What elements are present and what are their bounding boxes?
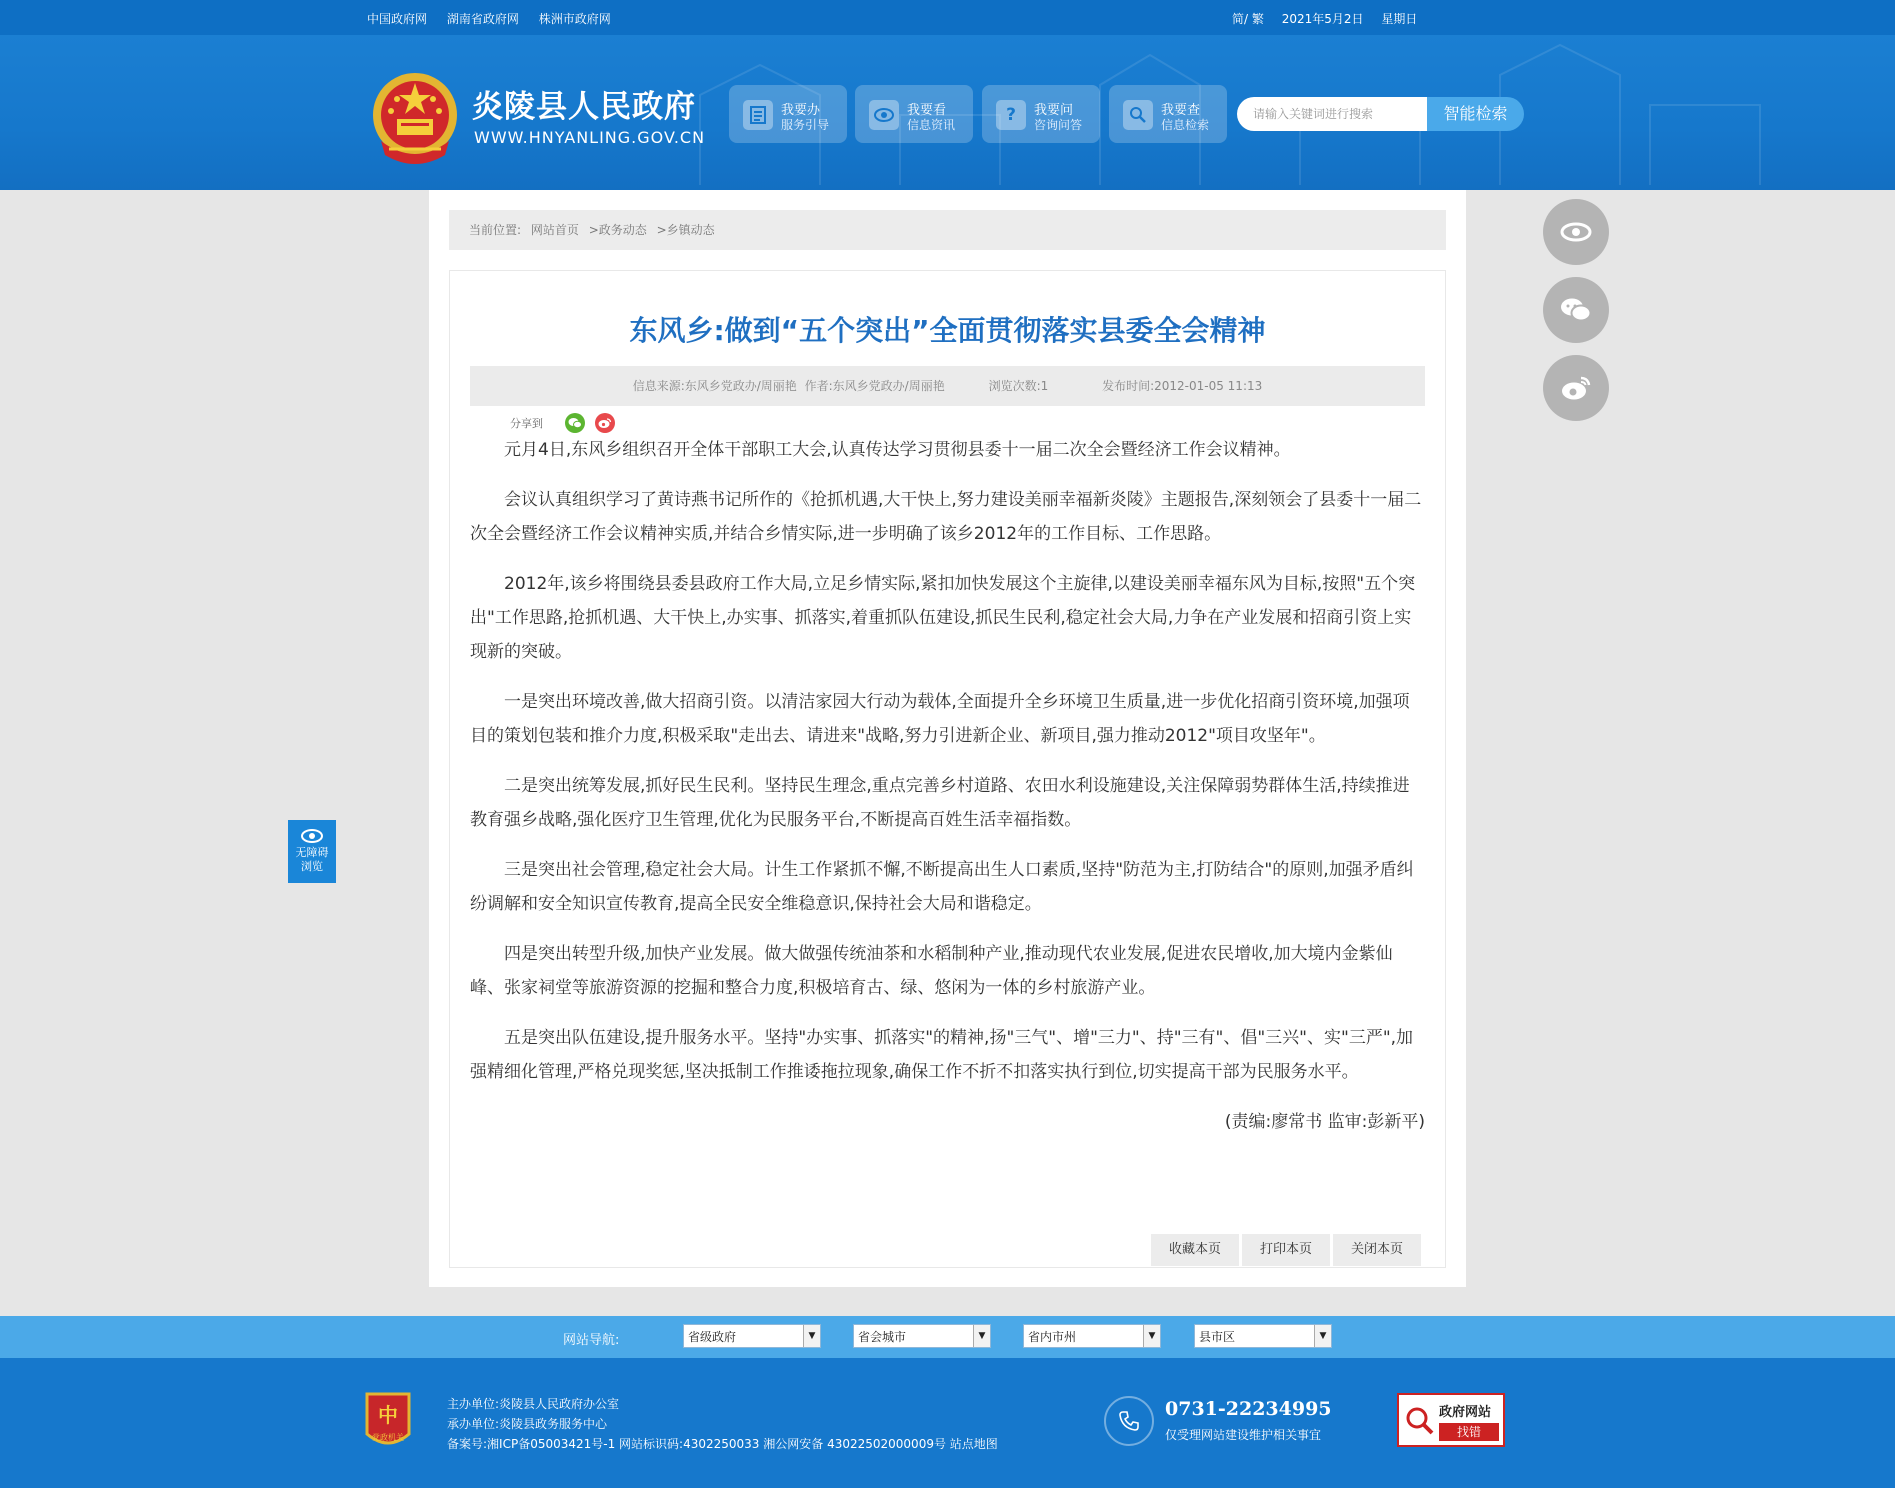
current-date: 2021年5月2日 (1281, 12, 1364, 26)
badge-label: 党政机关 (372, 1433, 404, 1442)
select-value: 省会城市 (858, 1330, 907, 1344)
service-title: 我要查 (1161, 103, 1201, 118)
link-zhuzhou-gov[interactable]: 株洲市政府网 (538, 12, 611, 26)
select-county-district[interactable] (1194, 1324, 1332, 1348)
eye-icon (869, 100, 899, 130)
contact-phone: 0731-22234995 (1165, 1398, 1332, 1420)
gov-site-error-report-button[interactable] (1397, 1393, 1505, 1447)
footer-organizer: 承办单位:炎陵县政务服务中心 (447, 1417, 608, 1431)
footer-nav-label: 网站导航: (563, 1333, 620, 1348)
eye-icon (1560, 222, 1592, 242)
article-paragraph: 四是突出转型升级,加快产业发展。做大做强传统油茶和水稻制种产业,推动现代农业发展,促进农民增收,加大境内金紫仙峰、张家祠堂等旅游资源的挖掘和整合力度,积极培育古、绿、悠闲为一体的乡村旅游产业。 (470, 944, 1393, 998)
magnifier-icon (1405, 1406, 1435, 1436)
current-weekday: 星期日 (1381, 12, 1418, 26)
favorite-button[interactable]: 收藏本页 (1151, 1234, 1239, 1266)
footer-info (447, 1394, 998, 1454)
magnifier-icon (1123, 100, 1153, 130)
article-paragraph: 二是突出统筹发展,抓好民生民利。坚持民生理念,重点完善乡村道路、农田水利设施建设,关注保障弱势群体生活,持续推进教育强乡战略,强化医疗卫生管理,优化为民服务平台,不断提高百姓生活幸福指数。 (470, 776, 1410, 830)
wechat-icon (1560, 297, 1592, 323)
top-right-info (1232, 10, 1431, 27)
eye-icon (301, 829, 323, 843)
print-button[interactable]: 打印本页 (1242, 1234, 1330, 1266)
svg-text:中: 中 (378, 1403, 398, 1427)
select-value: 省级政府 (688, 1330, 737, 1344)
national-emblem-icon (367, 69, 463, 173)
service-subtitle: 服务引导 (781, 118, 830, 132)
article-paragraph: 会议认真组织学习了黄诗燕书记所作的《抢抓机遇,大干快上,努力建设美丽幸福新炎陵》主题报告,深刻领会了县委十一届二次全会暨经济工作会议精神实质,并结合乡情实际,进一步明确了该乡2012年的工作目标、工作思路。 (470, 490, 1422, 544)
contact-phone-note: 仅受理网站建设维护相关事宜 (1165, 1428, 1322, 1442)
search-button[interactable]: 智能检索 (1427, 97, 1524, 131)
chevron-down-icon: ▼ (1143, 1325, 1160, 1347)
breadcrumb (449, 210, 1446, 250)
weibo-share-icon[interactable] (595, 413, 615, 433)
main-content (429, 190, 1466, 1287)
service-subtitle: 信息资讯 (907, 118, 956, 132)
site-title: 炎陵县人民政府 (472, 89, 696, 125)
accessibility-label: 无障碍 (295, 846, 329, 859)
breadcrumb-home[interactable]: 网站首页 (530, 223, 579, 237)
service-title: 我要看 (907, 103, 947, 118)
error-report-label: 政府网站 (1439, 1405, 1492, 1420)
article-actions (1148, 1234, 1421, 1266)
service-ask-button[interactable] (982, 85, 1100, 143)
service-subtitle: 咨询问答 (1034, 118, 1083, 132)
document-icon (743, 100, 773, 130)
wechat-share-icon[interactable] (565, 413, 585, 433)
chevron-down-icon: ▼ (973, 1325, 990, 1347)
select-value: 省内市州 (1028, 1330, 1077, 1344)
article-paragraph: 一是突出环境改善,做大招商引资。以清洁家园大行动为载体,全面提升全乡环境卫生质量,进一步优化招商引资环境,加强项目的策划包装和推介力度,积极采取"走出去、请进来"战略,努力引进新企业、新项目,强力推动2012"项目攻坚年"。 (470, 692, 1410, 746)
select-provincial-gov[interactable] (683, 1324, 821, 1348)
link-china-gov[interactable]: 中国政府网 (367, 12, 428, 26)
float-wechat-button[interactable] (1543, 277, 1609, 343)
article (449, 270, 1446, 1268)
share-label: 分享到 (510, 417, 543, 430)
service-search-button[interactable] (1109, 85, 1227, 143)
site-domain: WWW.HNYANLING.GOV.CN (474, 128, 706, 147)
article-title: 东风乡:做到“五个突出”全面贯彻落实县委全会精神 (629, 314, 1266, 347)
service-title: 我要办 (781, 103, 821, 118)
accessibility-button[interactable] (288, 820, 336, 883)
float-view-button[interactable] (1543, 199, 1609, 265)
article-meta (470, 366, 1425, 406)
article-body (470, 433, 1425, 1139)
meta-source: 信息来源:东风乡党政办/周丽艳 (632, 379, 797, 393)
party-gov-badge-icon[interactable] (363, 1390, 413, 1452)
error-report-sublabel: 找错 (1439, 1423, 1499, 1441)
select-value: 县市区 (1199, 1330, 1236, 1344)
article-paragraph: 元月4日,东风乡组织召开全体干部职工大会,认真传达学习贯彻县委十一届二次全会暨经济工作会议精神。 (504, 440, 1291, 460)
meta-views: 浏览次数:1 (988, 379, 1049, 393)
article-paragraph: 五是突出队伍建设,提升服务水平。坚持"办实事、抓落实"的精神,扬"三气"、增"三力"、持"三有"、倡"三兴"、实"三严",加强精细化管理,严格兑现奖惩,坚决抵制工作推诿拖拉现象,确保工作不折不扣落实执行到位,切实提高干部为民服务水平。 (470, 1028, 1414, 1082)
breadcrumb-label: 当前位置: (469, 223, 522, 237)
service-view-button[interactable] (855, 85, 973, 143)
float-weibo-button[interactable] (1543, 355, 1609, 421)
footer-host: 主办单位:炎陵县人民政府办公室 (447, 1397, 620, 1411)
breadcrumb-gov-news[interactable]: >政务动态 (588, 223, 647, 237)
phone-icon (1104, 1396, 1154, 1446)
select-province-city[interactable] (1023, 1324, 1161, 1348)
gov-links (367, 10, 627, 27)
footer-record[interactable]: 备案号:湘ICP备05003421号-1 网站标识码:4302250033 湘公网安备 43022502000009号 站点地图 (447, 1437, 998, 1451)
weibo-icon (1561, 375, 1591, 401)
service-title: 我要问 (1034, 103, 1074, 118)
select-capital-city[interactable] (853, 1324, 991, 1348)
article-editor: (责编:廖常书 监审:彭新平) (1224, 1112, 1425, 1132)
top-bar (0, 0, 1895, 35)
accessibility-label: 浏览 (301, 860, 323, 873)
meta-author: 作者:东风乡党政办/周丽艳 (804, 379, 945, 393)
link-hunan-gov[interactable]: 湖南省政府网 (446, 12, 519, 26)
meta-published: 发布时间:2012-01-05 11:13 (1102, 379, 1263, 393)
site-header (0, 35, 1895, 190)
service-handle-button[interactable] (729, 85, 847, 143)
close-page-button[interactable]: 关闭本页 (1333, 1234, 1421, 1266)
chevron-down-icon: ▼ (803, 1325, 820, 1347)
chevron-down-icon: ▼ (1314, 1325, 1331, 1347)
article-paragraph: 三是突出社会管理,稳定社会大局。计生工作紧抓不懈,不断提高出生人口素质,坚持"防范为主,打防结合"的原则,加强矛盾纠纷调解和安全知识宣传教育,提高全民安全维稳意识,保持社会大局和谐稳定。 (470, 860, 1414, 914)
site-footer (0, 1358, 1895, 1488)
article-paragraph: 2012年,该乡将围绕县委县政府工作大局,立足乡情实际,紧扣加快发展这个主旋律,以建设美丽幸福东风为目标,按照"五个突出"工作思路,抢抓机遇、大干快上,办实事、抓落实,着重抓队伍建设,抓民生民利,稳定社会大局,力争在产业发展和招商引资上实现新的突破。 (470, 574, 1416, 662)
footer-nav (0, 1316, 1895, 1358)
service-subtitle: 信息检索 (1161, 118, 1210, 132)
search-input[interactable]: 请输入关键词进行搜索 (1237, 97, 1427, 131)
breadcrumb-town-news[interactable]: >乡镇动态 (656, 223, 715, 237)
question-icon: ? (996, 100, 1026, 130)
lang-switch[interactable]: 简/ 繁 (1232, 12, 1264, 26)
